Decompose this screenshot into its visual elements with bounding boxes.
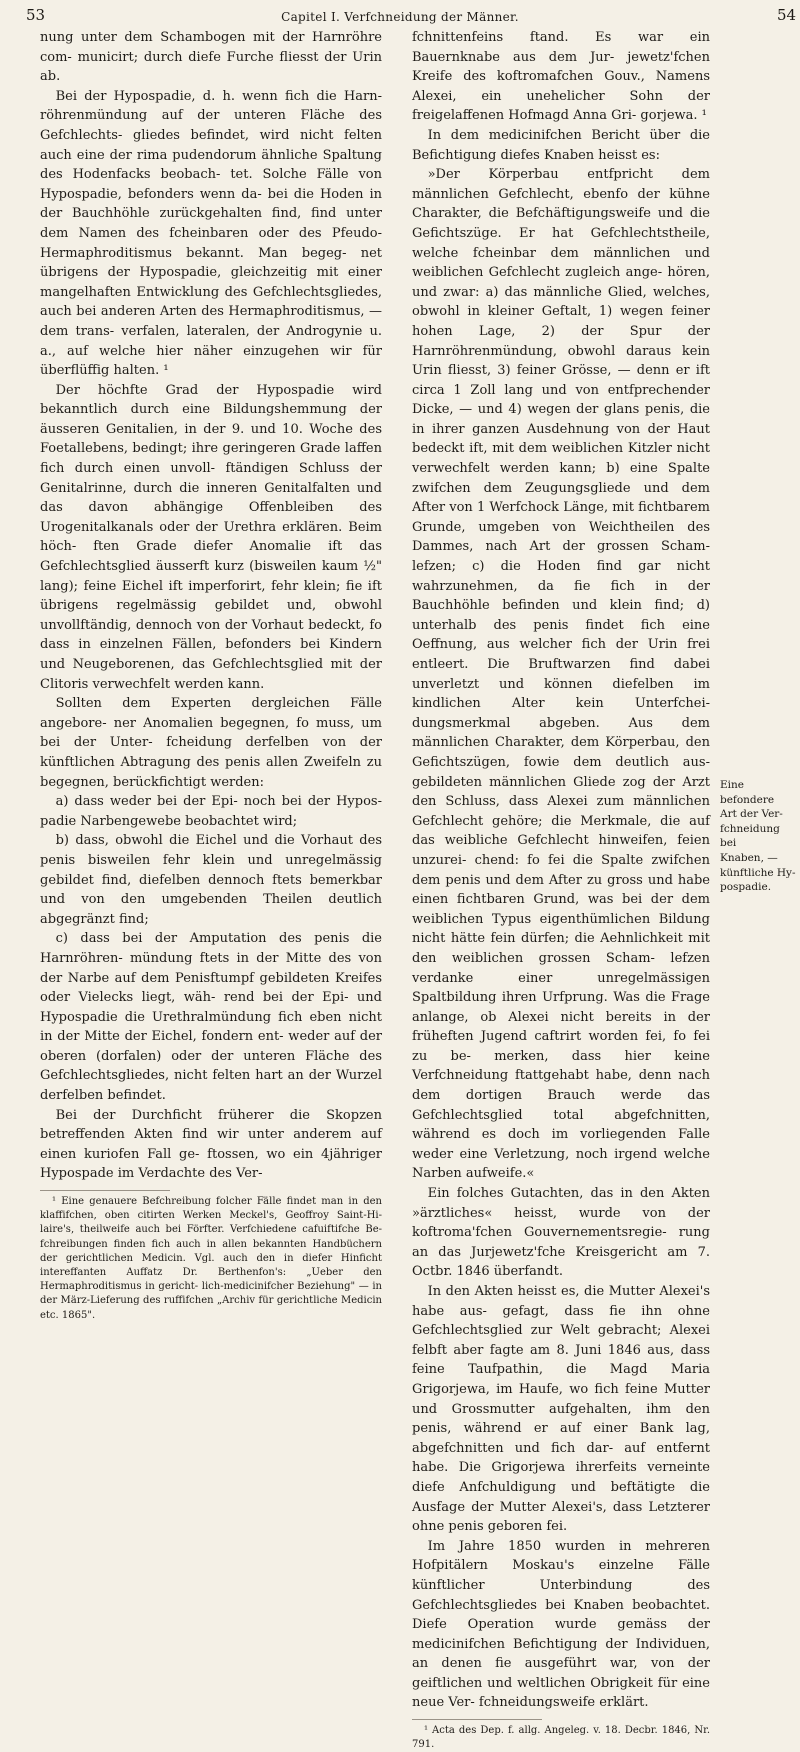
paragraph: c) dass bei der Amputation des penis die Harnröhren- mündung ftets in der Mitte des von der Narbe auf dem Penisftumpf gebildeten Kreifes oder Vielecks liegt, wäh- rend bei der Epi- und Hypospadie die Urethralmündung fich eben nicht in der Mitte der Eichel, fondern ent- weder auf der oberen (dorfalen) oder der unteren Fläche des Gefchlechtsgliedes, nicht felten hart an der Wurzel derfelben befindet. (40, 931, 382, 1104)
paragraph: In dem medicinifchen Bericht über die Befichtigung diefes Knaben heisst es: (412, 127, 710, 163)
marginal-line: pospadie. (720, 881, 772, 894)
footnote: ¹ Acta des Dep. f. allg. Angeleg. v. 18. Decbr. 1846, Nr. 791. (412, 1725, 710, 1751)
page-number-right: 54 (777, 6, 797, 24)
page-number-left: 53 (26, 6, 46, 24)
paragraph: nung unter dem Schambogen mit der Harnröhre com- municirt; durch diefe Furche fliesst der Urin ab. (40, 30, 382, 85)
quoted-report: »Der Körperbau entfpricht dem männlichen Gefchlecht, ebenfo der kühne Charakter, die Befchäftigungsweife und die Gefichtszüge. Er hat Gefchlechtstheile, welche fcheinbar dem männlichen und weiblichen Gefchlecht zugleich ange- hören, und zwar: a) das männliche Glied, welches, obwohl in kleiner Geftalt, 1) wegen feiner hohen Lage, 2) der Spur der Harnröhrenmündung, obwohl daraus kein Urin fliesst, 3) feiner Grösse, — denn er ift circa 1 Zoll lang und von entfprechender Dicke, — und 4) wegen der glans penis, die in ihrer ganzen Ausdehnung von der Haut bedeckt ift, mit dem weiblichen Kitzler nicht verwechfelt werden kann; b) eine Spalte zwifchen dem Zeugungsgliede und dem After von 1 Werfchock Länge, mit fichtbarem Grunde, umgeben von Weichtheilen des Dammes, nach Art der grossen Scham- lefzen; c) die Hoden find gar nicht wahrzunehmen, da fie fich in der Bauchhöhle befinden und klein find; d) unterhalb des penis findet fich eine Oeffnung, aus welcher fich der Urin frei entleert. Die Bruftwarzen find dabei unverletzt und können diefelben im kindlichen Alter kein Unterfchei- dungsmerkmal abgeben. Aus dem männlichen Charakter, dem Körperbau, den Gefichtszügen, fowie dem deutlich aus- gebildeten männlichen Gliede zog der Arzt den Schluss, dass Alexei zum männlichen Gefchlecht gehöre; die Merkmale, die auf das weibliche Gefchlecht hinweifen, feien unzurei- chend: fo fei die Spalte zwifchen dem penis und dem After zu gross und habe einen fichtbaren Grund, was bei der dem weiblichen Typus eigenthümlichen Bildung nicht hätte fein dürfen; die Aehnlichkeit mit den weiblichen grossen Scham- lefzen verdanke einer unregelmässigen Spaltbildung ihren Urfprung. Was die Frage anlange, ob Alexei nicht bereits in der früheften Jugend caftrirt worden fei, fo fei zu be- merken, dass hier keine Verfchneidung ftattgehabt habe, denn nach dem dortigen Brauch werde das Gefchlechtsglied total abgefchnitten, während es doch im vorliegenden Falle weder eine Verletzung, noch irgend welche Narben aufweife.« (412, 167, 710, 1182)
paragraph: Der höchfte Grad der Hypospadie wird bekanntlich durch eine Bildungshemmung der äusseren Genitalien, in der 9. und 10. Woche des Foetallebens, bedingt; ihre geringeren Grade laffen fich durch einen unvoll- ftändigen Schluss der Genitalrinne, durch die inneren Genitalfalten und das davon abhängige Offenbleiben des Urogenitalkanals oder der Urethra erklären. Beim höch- ften Grade diefer Anomalie ift das Gefchlechtsglied äusserft kurz (bisweilen kaum ½" lang); feine Eichel ift imperforirt, fehr klein; fie ift übrigens regelmässig gebildet und, obwohl unvollftändig, dennoch von der Vorhaut bedeckt, fo dass in einzelnen Fällen, befonders bei Kindern und Neugeborenen, das Gefchlechtsglied mit der Clitoris verwechfelt werden kann. (40, 382, 382, 692)
right-column (412, 28, 710, 1752)
paragraph: a) dass weder bei der Epi- noch bei der Hypos- padie Narbengewebe beobachtet wird; (40, 794, 382, 829)
footnote: ¹ Eine genauere Befchreibung folcher Fälle findet man in den klaffifchen, oben citirten Werken Meckel's, Geoffroy Saint-Hi- laire's, theilweife auch bei Förfter. Verfchiedene cafuiftifche Be- fchreibungen finden fich auch in allen bekannten Handbüchern der gerichtlichen Medicin. Vgl. auch den in diefer Hinficht intereffanten Auffatz Dr. Berthenfon's: „Ueber den Hermaphroditismus in gericht- lich-medicinifcher Beziehung" — in der März-Lieferung des ruffifchen „Archiv für gerichtliche Medicin etc. 1865". (40, 1196, 382, 1321)
paragraph: Ein folches Gutachten, das in den Akten »ärztliches« heisst, wurde von der koftroma'fchen Gouvernementsregie- rung an das Jurjewetz'fche Kreisgericht am 7. Octbr. 1846 überfandt. (412, 1186, 710, 1280)
running-head: Capitel I. Verfchneidung der Männer. (281, 10, 519, 24)
paragraph: Bei der Hypospadie, d. h. wenn fich die Harn- röhrenmündung auf der unteren Fläche des Gefchlechts- gliedes befindet, wird nicht felten auch eine der rima pudendorum ähnliche Spaltung des Hodenfacks beobach- tet. Solche Fälle von Hypospadie, befonders wenn da- bei die Hoden in der Bauchhöhle zurückgehalten find, find unter dem Namen des fcheinbaren oder des Pfeudo-Hermaphroditismus bekannt. Man begeg- net übrigens der Hypospadie, gleichzeitig mit einer mangelhaften Entwicklung des Gefchlechtsgliedes, auch bei anderen Arten des Hermaphroditismus, — dem trans- verfalen, lateralen, der Androgynie u. a., auf welche hier näher einzugehen wir für überflüffig halten. ¹ (40, 88, 382, 379)
marginal-line: künftliche Hy- (720, 866, 796, 879)
paragraph: Bei der Durchficht früherer die Skopzen betreffenden Akten find wir unter anderem auf einen kuriofen Fall ge- ftossen, wo ein 4jähriger Hypospade im Verdachte des Ver- (40, 1107, 382, 1182)
marginal-line: Knaben, — (720, 851, 778, 864)
marginal-line: Art der Ver- (720, 808, 783, 821)
paragraph: Im Jahre 1850 wurden in mehreren Hofpitälern Moskau's einzelne Fälle künftlicher Unterbindung des Gefchlechtsgliedes bei Knaben beobachtet. Diefe Operation wurde gemäss der medicinifchen Befichtigung der Individuen, an denen fie ausgeführt war, von der geiftlichen und weltlichen Obrigkeit für eine neue Ver- fchneidungsweife erklärt. (412, 1538, 710, 1711)
marginal-line: Eine befondere (720, 779, 775, 806)
paragraph: In den Akten heisst es, die Mutter Alexei's habe aus- gefagt, dass fie ihn ohne Gefchlechtsglied zur Welt gebracht; Alexei felbft aber fagte am 8. Juni 1846 aus, dass feine Taufpathin, die Magd Maria Grigorjewa, im Haufe, wo fich feine Mutter und Grossmutter aufgehalten, ihm den penis, während er auf einer Bank lag, abgefchnitten und fich dar- auf entfernt habe. Die Grigorjewa ihrerfeits verneinte diefe Anfchuldigung und beftätigte die Ausfage der Mutter Alexei's, dass Letzterer ohne penis geboren fei. (412, 1284, 710, 1535)
paragraph: Sollten dem Experten dergleichen Fälle angebore- ner Anomalien begegnen, fo muss, um bei der Unter- fcheidung derfelben von der künftlichen Abtragung des penis allen Zweifeln zu begegnen, berückfichtigt werden: (40, 696, 382, 790)
marginal-note (720, 778, 798, 895)
paragraph: b) dass, obwohl die Eichel und die Vorhaut des penis bisweilen fehr klein und unregelmässig gebildet find, diefelben dennoch ftets bemerkbar und von den umgebenden Theilen deutlich abgegränzt find; (40, 833, 382, 927)
marginal-line: fchneidung bei (720, 822, 780, 850)
paragraph: fchnittenfeins ftand. Es war ein Bauernknabe aus dem Jur- jewetz'fchen Kreife des koftromafchen Gouv., Namens Alexei, ein unehelicher Sohn der freigelaffenen Hofmagd Anna Gri- gorjewa. ¹ (412, 30, 710, 124)
left-column (40, 28, 382, 1323)
